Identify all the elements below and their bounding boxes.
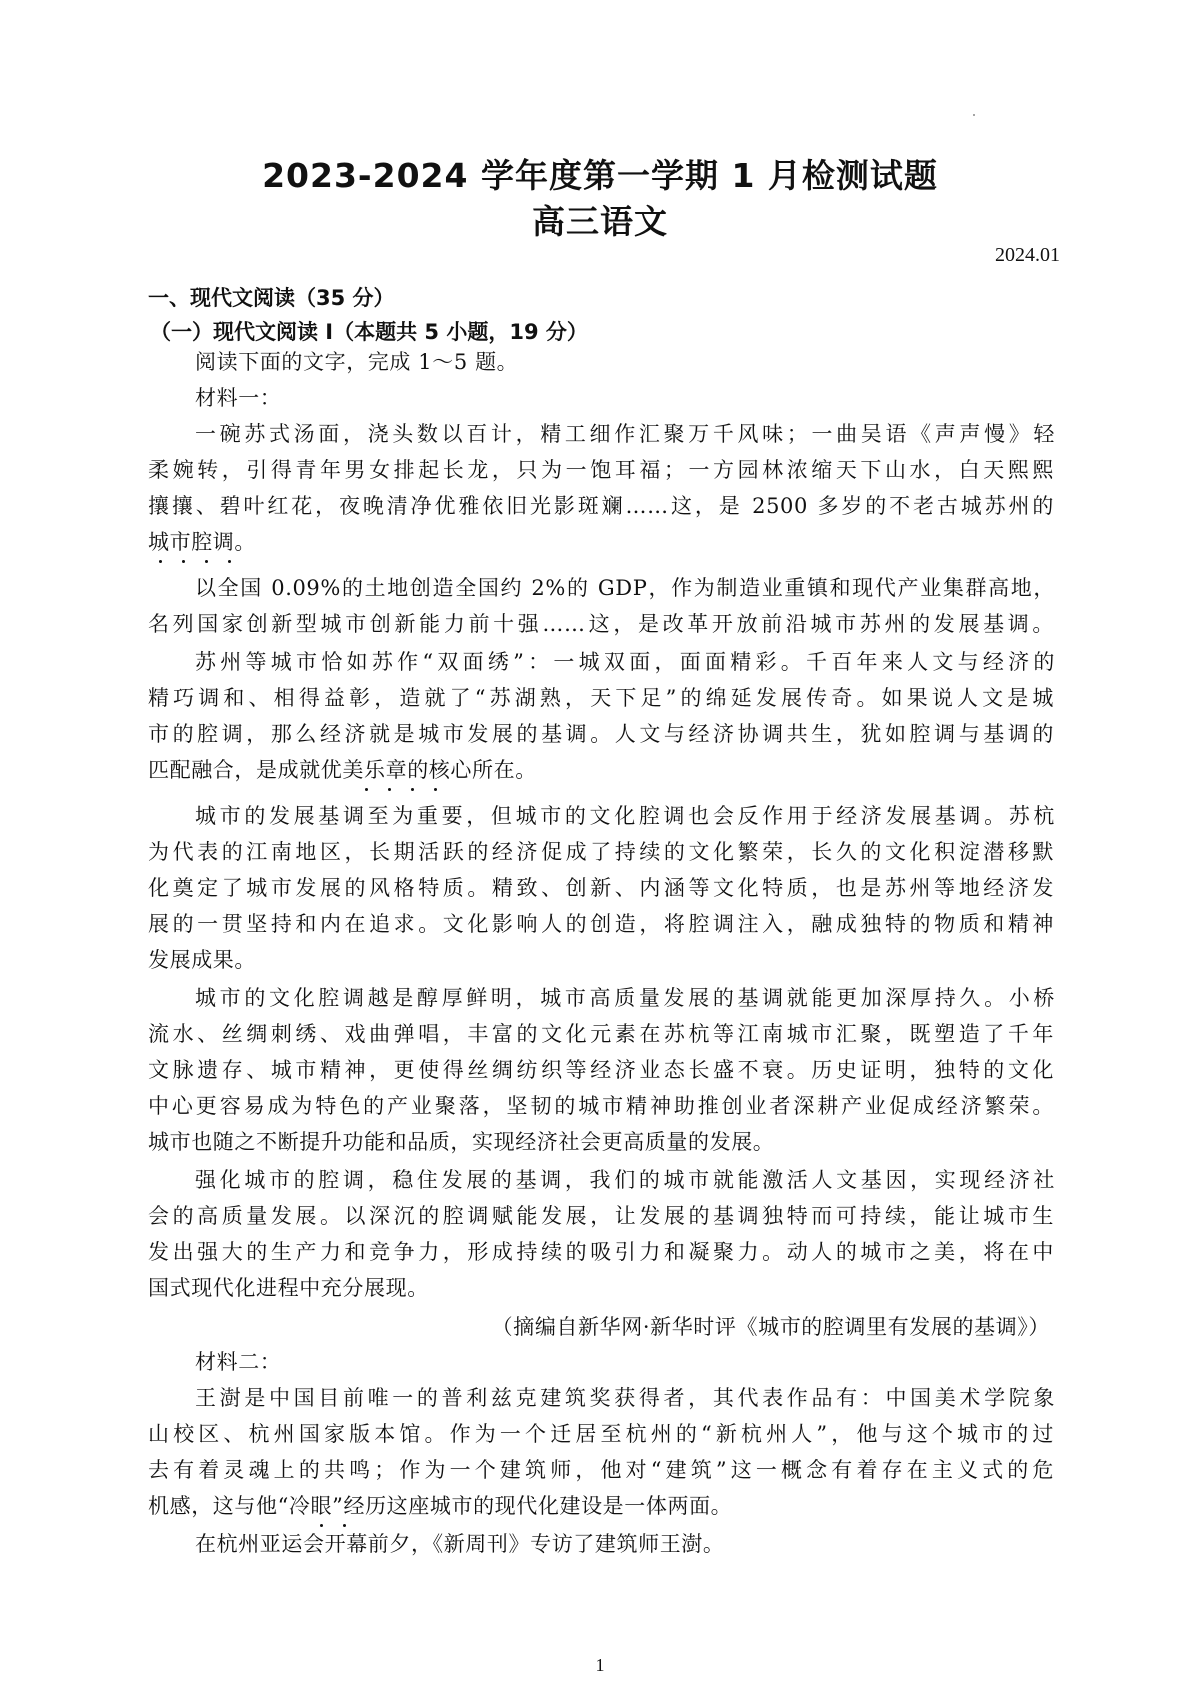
material-2-line: 王澍是中国目前唯一的普利兹克建筑奖获得者，其代表作品有：中国美术学院象 — [195, 1386, 1055, 1410]
scan-speck — [973, 114, 975, 116]
section-heading: 一、现代文阅读（35 分） — [148, 286, 395, 310]
material-1-line: 城市的发展基调至为重要，但城市的文化腔调也会反作用于经济发展基调。苏杭 — [195, 804, 1055, 828]
material-1-line: 市的腔调，那么经济就是城市发展的基调。人文与经济协调共生，犹如腔调与基调的 — [148, 722, 1054, 746]
emphasis-dot — [388, 788, 391, 791]
reading-instruction: 阅读下面的文字，完成 1～5 题。 — [195, 350, 519, 374]
page-number: 1 — [595, 1655, 605, 1675]
emphasis-dot — [320, 1524, 323, 1527]
emphasis-dot — [159, 560, 162, 563]
material-1-line: 一碗苏式汤面，浇头数以百计，精工细作汇聚万千风味；一曲吴语《声声慢》轻 — [195, 422, 1055, 446]
material-1-line: 强化城市的腔调，稳住发展的基调，我们的城市就能激活人文基因，实现经济社 — [195, 1168, 1055, 1192]
material-1-line: 匹配融合，是成就优美乐章的核心所在。 — [148, 758, 537, 782]
emphasis-dot — [434, 788, 437, 791]
material-1-line: 发展成果。 — [148, 948, 256, 972]
material-1-line: 攘攘、碧叶红花，夜晚清净优雅依旧光影斑斓……这，是 2500 多岁的不老古城苏州的 — [148, 494, 1054, 518]
material-2-line: 在杭州亚运会开幕前夕，《新周刊》专访了建筑师王澍。 — [195, 1532, 725, 1556]
material-1-label: 材料一： — [195, 386, 282, 410]
emphasis-dot — [411, 788, 414, 791]
material-1-line: 城市的文化腔调越是醇厚鲜明，城市高质量发展的基调就能更加深厚持久。小桥 — [195, 986, 1055, 1010]
material-1-line: 柔婉转，引得青年男女排起长龙，只为一饱耳福；一方园林浓缩天下山水，白天熙熙 — [148, 458, 1054, 482]
material-1-line: 国式现代化进程中充分展现。 — [148, 1276, 429, 1300]
material-1-line: 化奠定了城市发展的风格特质。精致、创新、内涵等文化特质，也是苏州等地经济发 — [148, 876, 1054, 900]
material-1-line: 流水、丝绸刺绣、戏曲弹唱，丰富的文化元素在苏杭等江南城市汇聚，既塑造了千年 — [148, 1022, 1054, 1046]
material-2-line: 去有着灵魂上的共鸣；作为一个建筑师，他对“建筑”这一概念有着存在主义式的危 — [148, 1458, 1054, 1482]
emphasis-dot — [205, 560, 208, 563]
material-1-line: 为代表的江南地区，长期活跃的经济促成了持续的文化繁荣，长久的文化积淀潜移默 — [148, 840, 1054, 864]
exam-subject: 高三语文 — [532, 202, 668, 241]
emphasis-dot — [365, 788, 368, 791]
material-2-label: 材料二： — [195, 1350, 282, 1374]
exam-date: 2024.01 — [995, 244, 1060, 266]
material-1-line: 城市腔调。 — [148, 530, 256, 554]
material-1-line: 城市也随之不断提升功能和品质，实现经济社会更高质量的发展。 — [148, 1130, 775, 1154]
material-1-line: 苏州等城市恰如苏作“双面绣”：一城双面，面面精彩。千百年来人文与经济的 — [195, 650, 1055, 674]
material-1-line: 展的一贯坚持和内在追求。文化影响人的创造，将腔调注入，融成独特的物质和精神 — [148, 912, 1054, 936]
emphasis-dot — [228, 560, 231, 563]
material-1-line: 文脉遗存、城市精神，更使得丝绸纺织等经济业态长盛不衰。历史证明，独特的文化 — [148, 1058, 1054, 1082]
material-1-line: 名列国家创新型城市创新能力前十强……这，是改革开放前沿城市苏州的发展基调。 — [148, 612, 1054, 636]
material-2-line: 机感，这与他“冷眼”经历这座城市的现代化建设是一体两面。 — [148, 1494, 733, 1518]
material-1-source: （摘编自新华网·新华时评《城市的腔调里有发展的基调》） — [491, 1315, 1050, 1339]
material-1-line: 以全国 0.09%的土地创造全国约 2%的 GDP，作为制造业重镇和现代产业集群高地， — [195, 576, 1055, 600]
material-2-line: 山校区、杭州国家版本馆。作为一个迁居至杭州的“新杭州人”，他与这个城市的过 — [148, 1422, 1054, 1446]
material-1-line: 中心更容易成为特色的产业聚落，坚韧的城市精神助推创业者深耕产业促成经济繁荣。 — [148, 1094, 1054, 1118]
material-1-line: 会的高质量发展。以深沉的腔调赋能发展，让发展的基调独特而可持续，能让城市生 — [148, 1204, 1054, 1228]
exam-title: 2023-2024 学年度第一学期 1 月检测试题 — [262, 156, 938, 195]
emphasis-dot — [182, 560, 185, 563]
material-1-line: 发出强大的生产力和竞争力，形成持续的吸引力和凝聚力。动人的城市之美，将在中 — [148, 1240, 1054, 1264]
material-1-line: 精巧调和、相得益彰，造就了“苏湖熟，天下足”的绵延发展传奇。如果说人文是城 — [148, 686, 1054, 710]
subsection-heading: （一）现代文阅读 I（本题共 5 小题，19 分） — [150, 320, 588, 344]
emphasis-dot — [343, 1524, 346, 1527]
